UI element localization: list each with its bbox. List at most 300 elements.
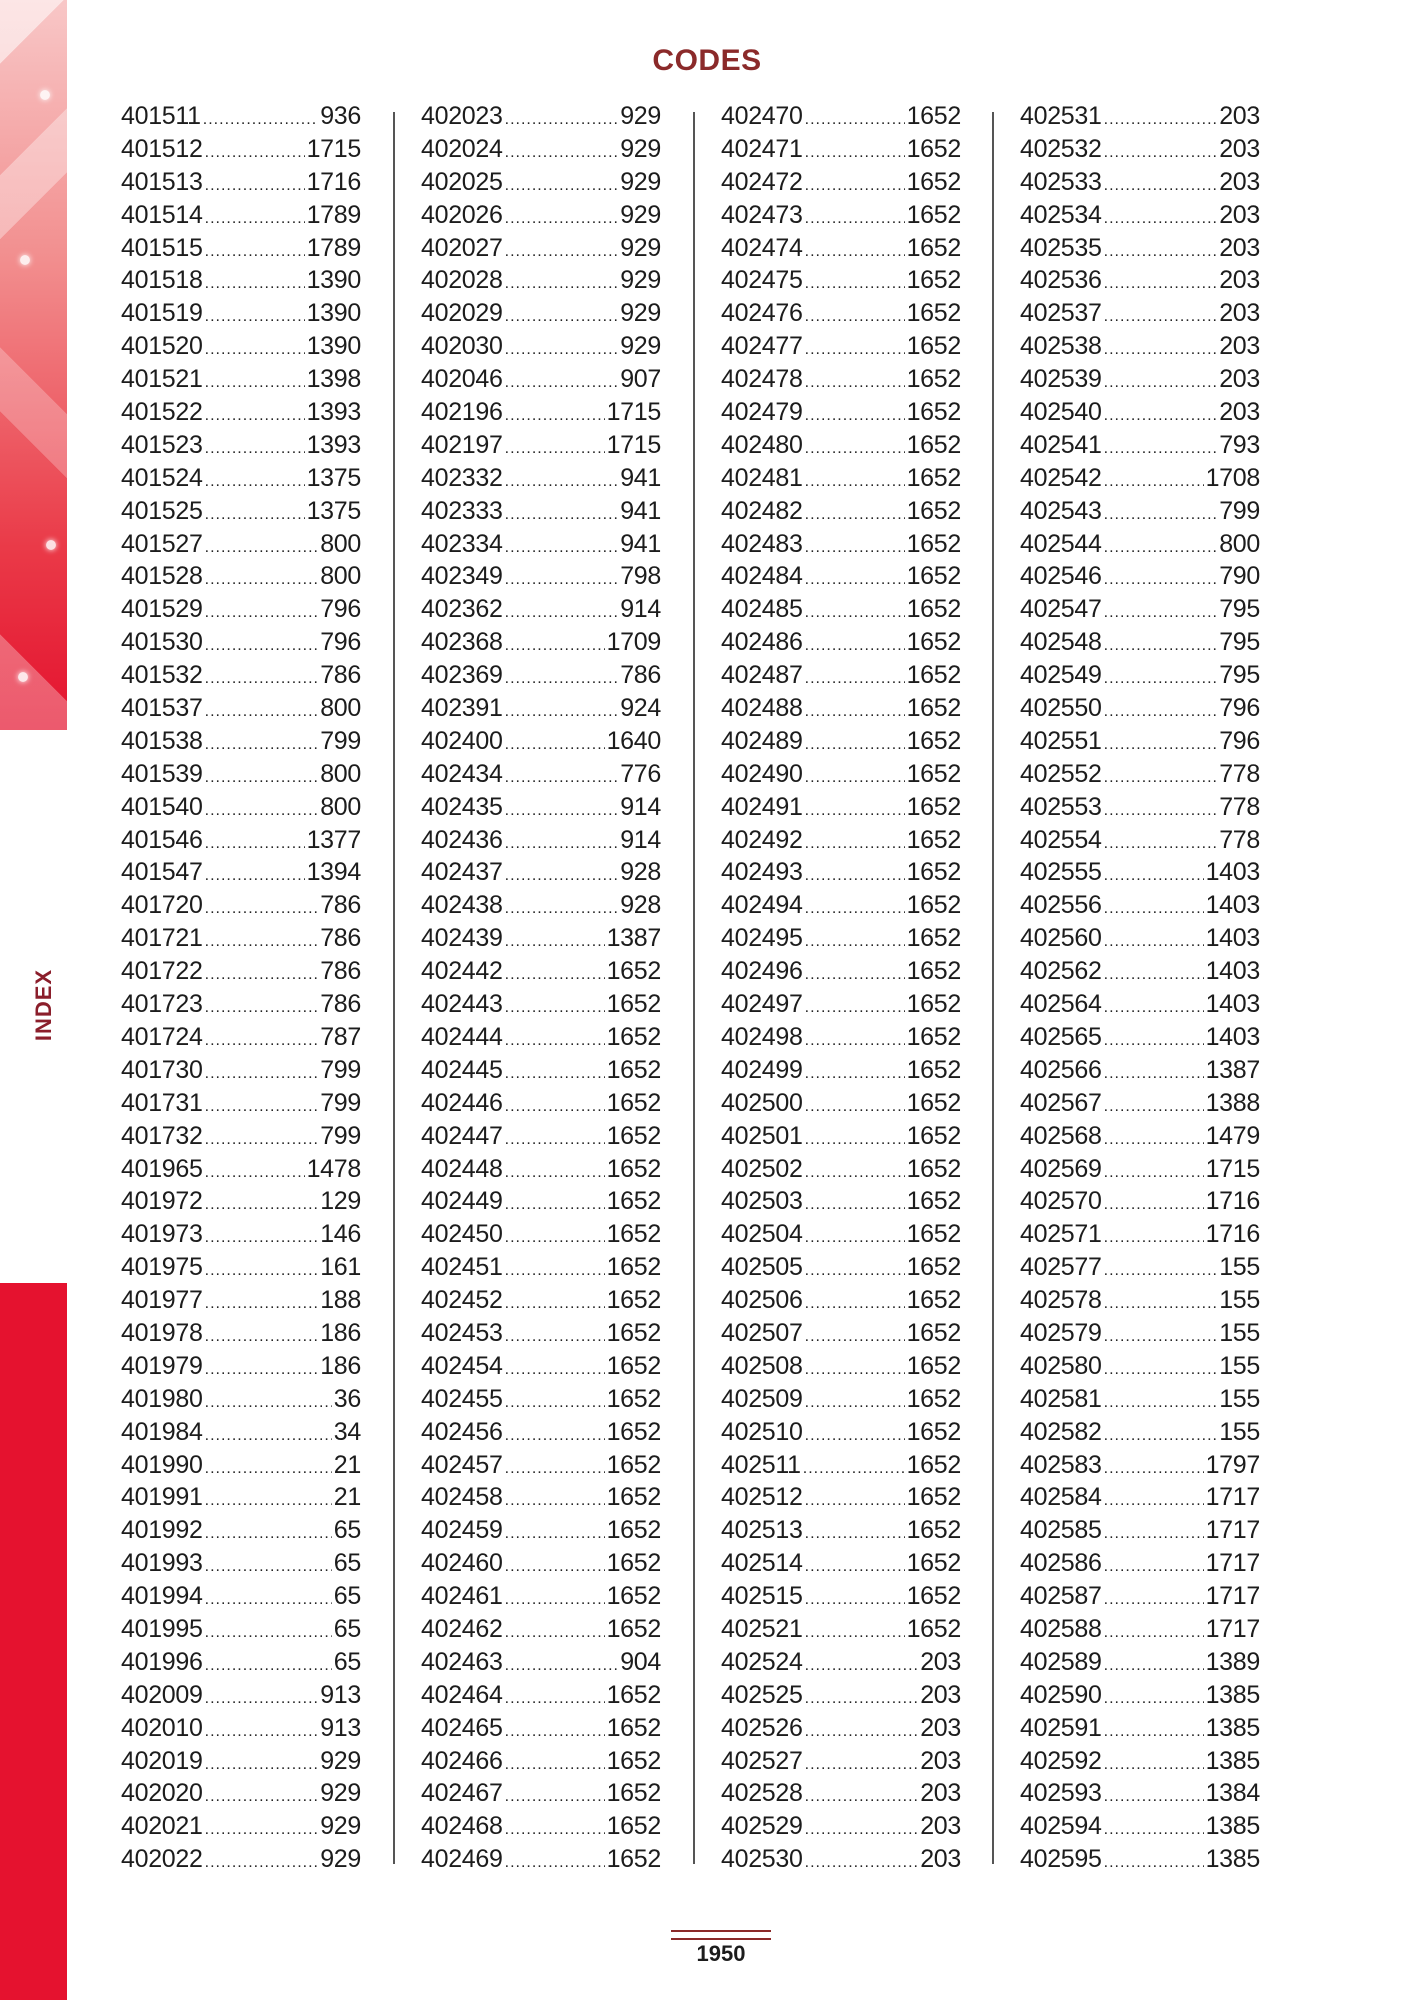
index-entry <box>1020 1481 1260 1514</box>
dot-leader <box>205 1222 319 1255</box>
dot-leader <box>205 1124 319 1157</box>
dot-leader <box>205 1814 319 1847</box>
index-entry <box>421 560 661 593</box>
entry-page-number: 929 <box>620 233 661 262</box>
entry-code: 401537 <box>121 694 203 723</box>
entry-page-number: 799 <box>320 1121 361 1150</box>
entry-code: 402498 <box>721 1022 803 1051</box>
entry-code: 402524 <box>721 1647 803 1676</box>
entry-code: 402021 <box>121 1812 203 1841</box>
index-entry <box>721 1383 961 1416</box>
entry-code: 402030 <box>421 332 503 361</box>
index-entry <box>1020 1284 1260 1317</box>
index-entry <box>421 922 661 955</box>
entry-page-number: 778 <box>1219 792 1260 821</box>
entry-page-number: 796 <box>320 628 361 657</box>
index-entry <box>121 659 361 692</box>
index-entry <box>1020 758 1260 791</box>
entry-code: 402010 <box>121 1713 203 1742</box>
entry-code: 402450 <box>421 1220 503 1249</box>
entry-page-number: 1652 <box>906 299 961 328</box>
index-entry <box>721 856 961 889</box>
entry-code: 402534 <box>1020 200 1102 229</box>
entry-code: 402581 <box>1020 1384 1102 1413</box>
entry-code: 402472 <box>721 167 803 196</box>
dot-leader <box>805 466 905 499</box>
entry-page-number: 1652 <box>606 1746 661 1775</box>
index-entry <box>721 560 961 593</box>
entry-page-number: 1652 <box>906 200 961 229</box>
entry-code: 402459 <box>421 1516 503 1545</box>
index-entry <box>1020 297 1260 330</box>
dot-leader <box>505 1584 605 1617</box>
entry-page-number: 1375 <box>306 463 361 492</box>
dot-leader <box>805 301 905 334</box>
entry-code: 401724 <box>121 1022 203 1051</box>
entry-page-number: 1652 <box>906 134 961 163</box>
dot-leader <box>505 893 619 926</box>
entry-code: 402531 <box>1020 102 1102 130</box>
index-entry <box>1020 396 1260 429</box>
index-entry <box>721 528 961 561</box>
dot-leader <box>205 630 319 663</box>
entry-code: 402562 <box>1020 957 1102 986</box>
entry-page-number: 161 <box>320 1253 361 1282</box>
entry-page-number: 1652 <box>606 1055 661 1084</box>
dot-leader <box>505 268 619 301</box>
dot-leader <box>805 1091 905 1124</box>
dot-leader <box>1104 893 1204 926</box>
entry-code: 401975 <box>121 1253 203 1282</box>
dot-leader <box>505 1814 605 1847</box>
dot-leader <box>205 170 305 203</box>
entry-code: 402020 <box>121 1779 203 1808</box>
entry-page-number: 1388 <box>1205 1088 1260 1117</box>
index-entry <box>721 1777 961 1810</box>
dot-leader <box>205 268 305 301</box>
entry-page-number: 790 <box>1219 562 1260 591</box>
entry-code: 402029 <box>421 299 503 328</box>
entry-page-number: 146 <box>320 1220 361 1249</box>
dot-leader <box>805 893 905 926</box>
index-entry <box>421 1712 661 1745</box>
dot-leader <box>505 992 605 1025</box>
index-entry <box>721 1185 961 1218</box>
index-entry <box>121 1777 361 1810</box>
entry-code: 401721 <box>121 924 203 953</box>
index-entry <box>1020 1416 1260 1449</box>
entry-page-number: 1652 <box>906 1022 961 1051</box>
entry-code: 402046 <box>421 365 503 394</box>
entry-code: 402503 <box>721 1187 803 1216</box>
entry-code: 402489 <box>721 726 803 755</box>
dot-leader <box>505 301 619 334</box>
dot-leader <box>205 1551 332 1584</box>
entry-page-number: 1390 <box>306 299 361 328</box>
dot-leader <box>205 663 319 696</box>
index-entry <box>721 1810 961 1843</box>
entry-page-number: 203 <box>1219 365 1260 394</box>
index-entry <box>721 1087 961 1120</box>
dot-leader <box>805 1485 905 1518</box>
dot-leader <box>205 466 305 499</box>
entry-code: 401530 <box>121 628 203 657</box>
dot-leader <box>205 926 319 959</box>
dot-leader <box>805 828 905 861</box>
index-entry <box>121 1810 361 1843</box>
index-entry <box>1020 1580 1260 1613</box>
dot-leader <box>505 860 619 893</box>
index-entry <box>121 1547 361 1580</box>
entry-page-number: 941 <box>620 496 661 525</box>
entry-code: 401979 <box>121 1351 203 1380</box>
entry-code: 402485 <box>721 595 803 624</box>
index-entry <box>721 495 961 528</box>
index-entry <box>421 1843 661 1876</box>
index-entry <box>121 1712 361 1745</box>
index-entry <box>121 1120 361 1153</box>
dot-leader <box>205 860 305 893</box>
dot-leader <box>1104 696 1218 729</box>
dot-leader <box>805 104 905 137</box>
entry-code: 402532 <box>1020 134 1102 163</box>
dot-leader <box>805 1189 905 1222</box>
index-entry <box>421 856 661 889</box>
index-entry <box>1020 659 1260 692</box>
entry-page-number: 1652 <box>906 233 961 262</box>
index-entry <box>1020 1843 1260 1876</box>
entry-code: 402453 <box>421 1318 503 1347</box>
entry-page-number: 786 <box>320 924 361 953</box>
entry-code: 402480 <box>721 430 803 459</box>
entry-code: 401523 <box>121 430 203 459</box>
index-entry <box>1020 100 1260 133</box>
dot-leader <box>805 564 905 597</box>
entry-code: 402571 <box>1020 1220 1102 1249</box>
entry-page-number: 203 <box>1219 134 1260 163</box>
index-entry <box>421 1284 661 1317</box>
dot-leader <box>1104 236 1218 269</box>
entry-code: 402536 <box>1020 266 1102 295</box>
entry-page-number: 1652 <box>606 1713 661 1742</box>
entry-code: 402362 <box>421 595 503 624</box>
index-entry <box>721 396 961 429</box>
entry-code: 402466 <box>421 1746 503 1775</box>
entry-page-number: 1789 <box>306 233 361 262</box>
dot-leader <box>505 1781 605 1814</box>
entry-code: 402548 <box>1020 628 1102 657</box>
entry-code: 402196 <box>421 398 503 427</box>
index-entry <box>721 264 961 297</box>
entry-page-number: 1652 <box>906 1614 961 1643</box>
dot-leader <box>1104 1650 1204 1683</box>
index-entry <box>721 1547 961 1580</box>
entry-code: 402482 <box>721 496 803 525</box>
entry-code: 402526 <box>721 1713 803 1742</box>
index-entry <box>721 1120 961 1153</box>
entry-page-number: 914 <box>620 792 661 821</box>
index-entry <box>721 297 961 330</box>
index-entry <box>421 1810 661 1843</box>
index-entry <box>421 1547 661 1580</box>
index-entry <box>121 1580 361 1613</box>
dot-leader <box>1104 926 1204 959</box>
entry-code: 402587 <box>1020 1582 1102 1611</box>
entry-code: 402487 <box>721 661 803 690</box>
dot-leader <box>1104 1321 1218 1354</box>
dot-leader <box>205 1354 319 1387</box>
index-entry <box>121 297 361 330</box>
entry-code: 401546 <box>121 825 203 854</box>
entry-page-number: 1652 <box>606 1680 661 1709</box>
dot-leader <box>205 992 319 1025</box>
dot-leader <box>505 1354 605 1387</box>
index-entry <box>721 330 961 363</box>
entry-page-number: 65 <box>333 1549 361 1578</box>
dot-leader <box>805 1749 919 1782</box>
entry-code: 402448 <box>421 1154 503 1183</box>
entry-code: 402028 <box>421 266 503 295</box>
index-entry <box>721 922 961 955</box>
dot-leader <box>1104 828 1218 861</box>
entry-page-number: 21 <box>333 1450 361 1479</box>
entry-code: 401512 <box>121 134 203 163</box>
dot-leader <box>805 1354 905 1387</box>
entry-page-number: 799 <box>320 1088 361 1117</box>
entry-page-number: 1652 <box>906 1516 961 1545</box>
dot-leader <box>205 893 319 926</box>
index-entry <box>721 100 961 133</box>
dot-leader <box>1104 1485 1204 1518</box>
index-entry <box>421 363 661 396</box>
dot-leader <box>805 1387 905 1420</box>
entry-code: 402479 <box>721 398 803 427</box>
index-entry <box>721 988 961 1021</box>
dot-leader <box>1104 1584 1204 1617</box>
index-entry <box>1020 856 1260 889</box>
entry-page-number: 203 <box>1219 233 1260 262</box>
sidebar-decoration <box>0 0 67 730</box>
entry-page-number: 795 <box>1219 628 1260 657</box>
entry-code: 402483 <box>721 529 803 558</box>
index-entry <box>121 1646 361 1679</box>
entry-page-number: 1652 <box>906 924 961 953</box>
entry-page-number: 1398 <box>306 365 361 394</box>
index-entry <box>721 199 961 232</box>
dot-leader <box>1104 1847 1204 1880</box>
dot-leader <box>805 1584 905 1617</box>
entry-page-number: 155 <box>1219 1351 1260 1380</box>
dot-leader <box>505 1683 605 1716</box>
entry-page-number: 1377 <box>306 825 361 854</box>
entry-page-number: 778 <box>1219 759 1260 788</box>
dot-leader <box>1104 1354 1218 1387</box>
index-entry <box>1020 1087 1260 1120</box>
entry-code: 401977 <box>121 1286 203 1315</box>
index-entry <box>121 133 361 166</box>
index-entry <box>421 1120 661 1153</box>
entry-code: 402023 <box>421 102 503 130</box>
entry-page-number: 65 <box>333 1614 361 1643</box>
dot-leader <box>1104 1058 1204 1091</box>
entry-code: 402439 <box>421 924 503 953</box>
index-entry <box>721 1284 961 1317</box>
dot-leader <box>1104 1157 1204 1190</box>
entry-page-number: 1652 <box>906 1286 961 1315</box>
dot-leader <box>1104 663 1218 696</box>
entry-code: 402543 <box>1020 496 1102 525</box>
entry-page-number: 904 <box>620 1647 661 1676</box>
entry-code: 401995 <box>121 1614 203 1643</box>
entry-code: 402022 <box>121 1845 203 1874</box>
entry-code: 402535 <box>1020 233 1102 262</box>
dot-leader <box>1104 301 1218 334</box>
dot-leader <box>805 1058 905 1091</box>
dot-leader <box>205 433 305 466</box>
entry-page-number: 1652 <box>606 1549 661 1578</box>
dot-leader <box>205 1453 332 1486</box>
dot-leader <box>505 663 619 696</box>
dot-leader <box>205 1716 319 1749</box>
entry-page-number: 1652 <box>906 1121 961 1150</box>
entry-page-number: 203 <box>1219 200 1260 229</box>
entry-page-number: 1652 <box>906 496 961 525</box>
entry-code: 402579 <box>1020 1318 1102 1347</box>
entry-code: 402528 <box>721 1779 803 1808</box>
dot-leader <box>205 1847 319 1880</box>
dot-leader <box>805 1781 919 1814</box>
entry-page-number: 1715 <box>606 398 661 427</box>
entry-page-number: 1385 <box>1205 1680 1260 1709</box>
dot-leader <box>805 1157 905 1190</box>
index-entry <box>421 264 661 297</box>
index-entry <box>1020 462 1260 495</box>
entry-page-number: 1715 <box>306 134 361 163</box>
entry-page-number: 929 <box>620 299 661 328</box>
entry-page-number: 203 <box>920 1647 961 1676</box>
entry-code: 401990 <box>121 1450 203 1479</box>
entry-code: 402492 <box>721 825 803 854</box>
index-entry <box>121 955 361 988</box>
entry-code: 402458 <box>421 1483 503 1512</box>
index-entry <box>421 462 661 495</box>
dot-leader <box>205 499 305 532</box>
entry-code: 402495 <box>721 924 803 953</box>
entry-page-number: 1652 <box>906 1088 961 1117</box>
index-entry <box>721 133 961 166</box>
entry-page-number: 1652 <box>906 167 961 196</box>
dot-leader <box>1104 137 1218 170</box>
dot-leader <box>805 1222 905 1255</box>
entry-page-number: 1652 <box>906 1187 961 1216</box>
entry-page-number: 796 <box>1219 726 1260 755</box>
dot-leader <box>1104 1716 1204 1749</box>
entry-page-number: 799 <box>320 726 361 755</box>
index-entry <box>121 232 361 265</box>
entry-code: 402585 <box>1020 1516 1102 1545</box>
dot-leader <box>1104 499 1218 532</box>
dot-leader <box>805 367 905 400</box>
entry-page-number: 1716 <box>1205 1187 1260 1216</box>
entry-page-number: 1716 <box>306 167 361 196</box>
index-entry <box>121 1745 361 1778</box>
index-entry <box>721 955 961 988</box>
entry-page-number: 929 <box>620 134 661 163</box>
entry-code: 402593 <box>1020 1779 1102 1808</box>
index-entry <box>121 1021 361 1054</box>
index-entry <box>421 1745 661 1778</box>
dot-leader <box>505 1387 605 1420</box>
index-entry <box>421 100 661 133</box>
index-entry <box>1020 1054 1260 1087</box>
entry-code: 402589 <box>1020 1647 1102 1676</box>
entry-page-number: 786 <box>320 990 361 1019</box>
entry-page-number: 1652 <box>606 1483 661 1512</box>
entry-page-number: 1716 <box>1205 1220 1260 1249</box>
dot-leader <box>805 203 905 236</box>
entry-page-number: 1640 <box>606 726 661 755</box>
index-entry <box>421 692 661 725</box>
column-divider <box>393 112 395 1864</box>
index-entry <box>121 1350 361 1383</box>
entry-page-number: 1652 <box>606 1022 661 1051</box>
dot-leader <box>1104 1781 1204 1814</box>
index-entry <box>1020 692 1260 725</box>
entry-page-number: 936 <box>320 102 361 130</box>
index-entry <box>721 593 961 626</box>
entry-page-number: 929 <box>320 1779 361 1808</box>
entry-code: 402490 <box>721 759 803 788</box>
entry-page-number: 1393 <box>306 398 361 427</box>
entry-page-number: 203 <box>1219 332 1260 361</box>
dot-leader <box>1104 630 1218 663</box>
entry-page-number: 1384 <box>1205 1779 1260 1808</box>
entry-page-number: 1375 <box>306 496 361 525</box>
entry-code: 402445 <box>421 1055 503 1084</box>
entry-page-number: 799 <box>1219 496 1260 525</box>
dot-leader <box>205 1650 332 1683</box>
index-entry <box>421 1580 661 1613</box>
dot-leader <box>803 1453 905 1486</box>
entry-code: 402537 <box>1020 299 1102 328</box>
index-entry <box>1020 528 1260 561</box>
dot-leader <box>205 334 305 367</box>
entry-code: 402533 <box>1020 167 1102 196</box>
dot-leader <box>1104 1617 1204 1650</box>
entry-code: 402525 <box>721 1680 803 1709</box>
entry-page-number: 1390 <box>306 266 361 295</box>
entry-page-number: 800 <box>320 529 361 558</box>
dot-leader <box>505 959 605 992</box>
sidebar-red-bar <box>0 1283 67 2000</box>
entry-page-number: 203 <box>920 1680 961 1709</box>
dot-leader <box>505 1420 605 1453</box>
dot-leader <box>805 1288 905 1321</box>
entry-code: 402538 <box>1020 332 1102 361</box>
dot-leader <box>505 137 619 170</box>
dot-leader <box>505 1025 605 1058</box>
dot-leader <box>805 860 905 893</box>
page-title: CODES <box>652 44 762 77</box>
entry-code: 402547 <box>1020 595 1102 624</box>
index-entry <box>721 1350 961 1383</box>
index-entry <box>421 330 661 363</box>
entry-page-number: 1652 <box>906 628 961 657</box>
entry-code: 402454 <box>421 1351 503 1380</box>
entry-code: 402550 <box>1020 694 1102 723</box>
entry-page-number: 929 <box>620 332 661 361</box>
entry-code: 402549 <box>1020 661 1102 690</box>
